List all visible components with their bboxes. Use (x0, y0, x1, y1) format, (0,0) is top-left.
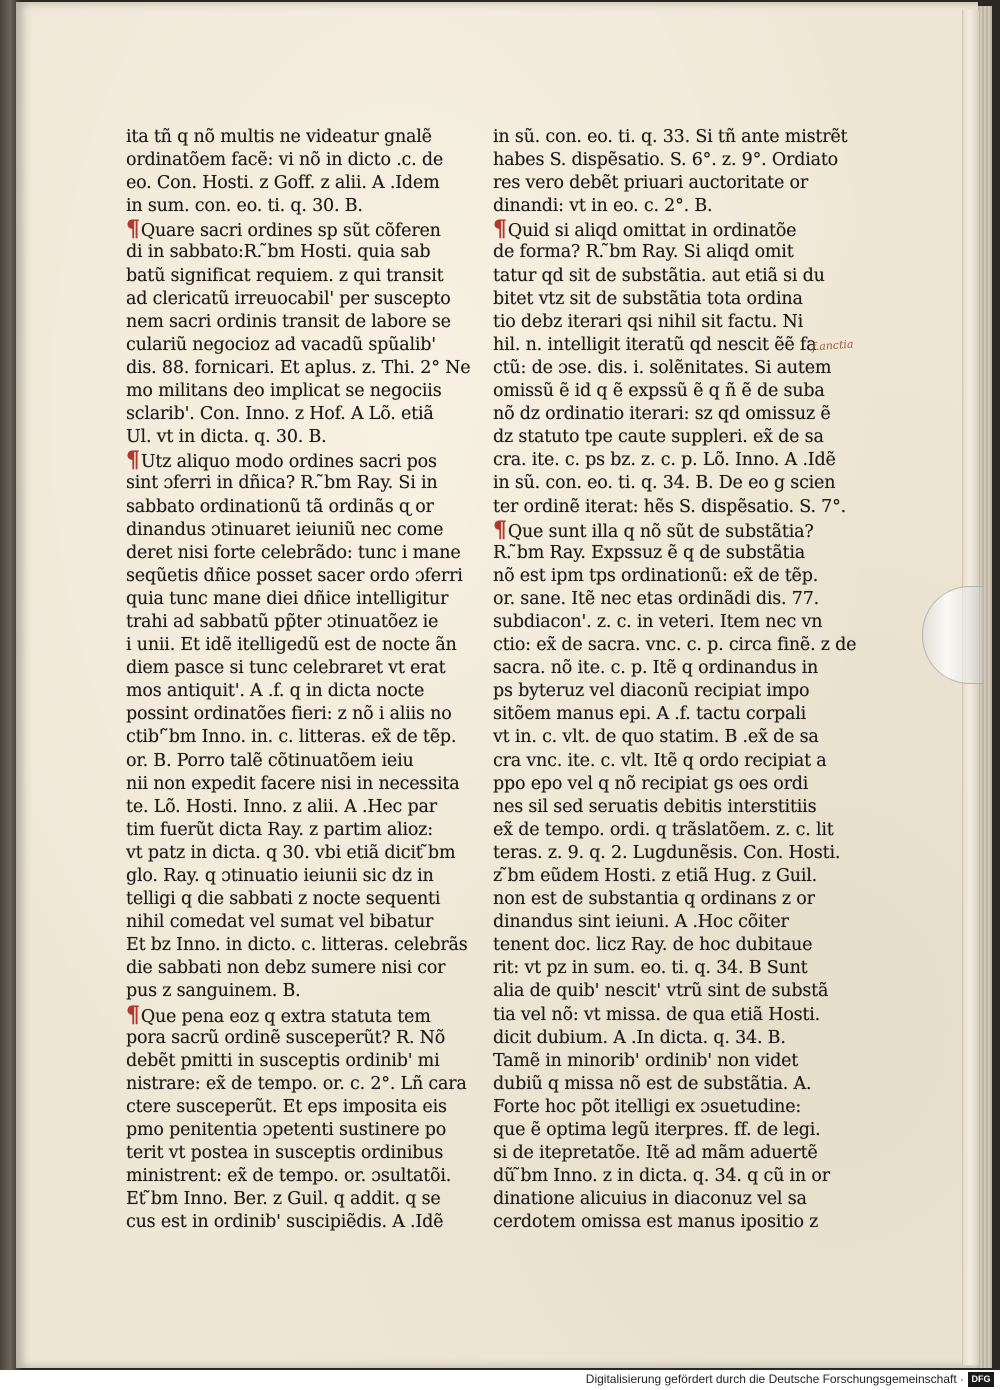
line-text: nem sacri ordinis transit de labore se (126, 311, 451, 332)
line-text: mo militans deo implicat se negociis (126, 381, 442, 402)
text-line (126, 865, 461, 888)
line-text: sabbato ordinationũ tã ordinãs ɋ or (126, 496, 434, 517)
line-text: alia de quib' nescit' vtrũ sint de substã (493, 981, 829, 1002)
text-line (126, 819, 461, 842)
text-line (126, 172, 461, 195)
line-text: de forma? R. ̃bm Ray. Si aliqd omit (493, 242, 794, 263)
line-text: diem pasce si tunc celebraret vt erat (126, 658, 446, 679)
text-line (126, 750, 461, 773)
line-text: ex̃ de tempo. ordi. q trãslatõem. z. c. lit (493, 819, 834, 840)
line-text: Tamẽ in minorib' ordinib' non videt (493, 1050, 799, 1071)
text-line (493, 611, 823, 634)
line-text: dicit dubium. A .In dicta. q. 34. B. (493, 1027, 786, 1048)
line-text: dis. 88. fornicari. Et aplus. z. Thi. 2° Ne (126, 357, 471, 378)
line-text: rit: vt pz in sum. eo. ti. q. 34. B Sunt (493, 958, 808, 979)
line-text: ministrent: ex̃ de tempo. or. ɔsultatõi. (126, 1166, 452, 1187)
line-text: sclarib'. Con. Inno. z Hof. A Lõ. etiã (126, 404, 434, 425)
line-text: nii non expedit facere nisi in necessita (126, 773, 460, 794)
text-line (493, 1188, 823, 1211)
dfg-logo-icon: DFG (968, 1372, 994, 1387)
text-line (493, 334, 823, 357)
line-text: telligi q die sabbati z nocte sequenti (126, 889, 441, 910)
text-line (493, 726, 823, 749)
text-line (493, 380, 823, 403)
text-line (126, 218, 461, 241)
text-line (126, 588, 461, 611)
line-text: glo. Ray. q ɔtinuatio ieiunii sic dz in (126, 866, 434, 886)
line-text: die sabbati non debz sumere nisi cor (126, 958, 446, 979)
text-line (493, 311, 823, 334)
text-line (126, 241, 461, 264)
line-text: cra. ite. c. ps bz. z. c. p. Lõ. Inno. A .Idẽ (493, 450, 836, 471)
line-text: ita tñ q nõ multis ne videatur gnalẽ (126, 127, 432, 147)
line-text: Quid si aliqd omittat in ordinatõe (507, 221, 797, 242)
line-text: or. sane. Itẽ nec etas ordinãdi dis. 77. (493, 588, 819, 609)
text-line (493, 1050, 823, 1073)
line-text: possint ordinatões fieri: z nõ i aliis no (126, 704, 452, 725)
line-text: dinandus sint ieiuni. A .Hoc cõiter (493, 912, 789, 933)
text-line (126, 1001, 461, 1028)
line-text: in sũ. con. eo. ti. q. 34. B. De eo g scien (493, 473, 836, 494)
text-line (126, 1096, 461, 1119)
line-text: sint ɔferri in dñica? R. ̃bm Ray. Si in (126, 473, 438, 494)
line-text: ctũ: de ɔse. dis. i. solẽnitates. Si autem (493, 357, 832, 378)
text-line (126, 149, 461, 172)
line-text: eo. Con. Hosti. z Goff. z alii. A .Idem (126, 173, 440, 194)
text-line (493, 1142, 823, 1165)
text-line (493, 1004, 823, 1027)
text-line (493, 796, 823, 819)
line-text: ps byteruz vel diaconũ recipiat impo (493, 681, 810, 702)
text-line (126, 357, 471, 380)
line-text: subdiacon'. z. c. in veteri. Item nec vn (493, 611, 823, 632)
text-line (126, 773, 461, 796)
text-line (126, 472, 461, 495)
line-text: quia tunc mane diei dñice intelligitur (126, 588, 449, 609)
line-text: z ̃bm eũdem Hosti. z etiã Hug. z Guil. (493, 866, 818, 886)
text-line (493, 149, 839, 172)
line-text: dubiũ q missa nõ est de substãtia. A. (493, 1073, 812, 1094)
text-line (493, 565, 823, 588)
text-line (126, 565, 461, 588)
text-line (126, 680, 461, 703)
line-text: tim fuerũt dicta Ray. z partim alioz: (126, 819, 433, 840)
text-line (126, 980, 461, 1003)
text-line (126, 796, 461, 819)
line-text: culariũ negocioz ad vacadũ spũalib' (126, 334, 436, 355)
line-text: nistrare: ex̃ de tempo. or. c. 2°. Lñ cara (126, 1073, 467, 1094)
text-line (493, 472, 836, 495)
text-line (493, 288, 823, 311)
line-text: or. B. Porro talẽ cõtinuatõem ieiu (126, 750, 414, 771)
line-text: omissũ ẽ id q ẽ expssũ ẽ q ñ ẽ de suba (493, 381, 825, 402)
line-text: sitõem manus epi. A .f. tactu corpali (493, 704, 807, 725)
text-line (493, 426, 823, 449)
text-line (493, 172, 823, 195)
text-line (126, 911, 461, 934)
line-text: Et bz Inno. in dicto. c. litteras. celebrãs (126, 935, 468, 956)
text-line (126, 426, 461, 449)
text-line (126, 657, 461, 680)
rubric-paragraph-mark: ¶ (493, 516, 507, 543)
text-line (493, 888, 823, 911)
line-text: que ẽ optima legũ iterpres. ff. de legi. (493, 1120, 821, 1141)
text-line (493, 1096, 823, 1119)
line-text: dũ ̃bm Inno. z in dicta. q. 34. q cũ in or (493, 1166, 830, 1187)
text-line (493, 496, 847, 519)
line-text: nõ est ipm tps ordinationũ: ex̃ de tẽp. (493, 565, 819, 586)
text-line (493, 911, 823, 934)
text-line (126, 195, 461, 218)
text-line (493, 657, 823, 680)
line-text: tio debz iterari qsi nihil sit factu. Ni (493, 311, 804, 332)
line-text: pmo penitentia ɔpetenti sustinere po (126, 1120, 447, 1141)
text-line (126, 726, 461, 749)
line-text: hil. n. intelligit iteratũ qd nescit ẽẽ fa (493, 334, 817, 355)
text-line (493, 980, 829, 1003)
line-text: mos antiquit'. A .f. q in dicta nocte (126, 681, 425, 702)
line-text: tia vel nõ: vt missa. de qua etiã Hosti. (493, 1004, 821, 1025)
text-line (493, 449, 836, 472)
text-line (126, 957, 461, 980)
line-text: ter ordinẽ iterat: hẽs S. dispẽsatio. S. 7°. (493, 496, 847, 517)
line-text: nihil comedat vel sumat vel bibatur (126, 912, 434, 933)
text-line (493, 680, 823, 703)
marginal-annotation: f.anctia (811, 337, 854, 354)
line-text: R. ̃bm Ray. Expssuz ẽ q de substãtia (493, 542, 805, 563)
left-text-column (126, 126, 471, 1235)
line-text: teras. z. 9. q. 2. Lugdunẽsis. Con. Hosti. (493, 842, 841, 863)
line-text: Et ̃bm Inno. Ber. z Guil. q addit. q se (126, 1189, 441, 1210)
line-text: batũ significat requiem. z qui transit (126, 265, 444, 286)
line-text: habes S. dispẽsatio. S. 6°. z. 9°. Ordiato (493, 150, 839, 171)
line-text: non est de substantia q ordinans z or (493, 889, 815, 910)
text-line (493, 750, 827, 773)
text-line (493, 819, 834, 842)
text-line (126, 449, 461, 472)
line-text: terit vt postea in susceptis ordinibus (126, 1143, 444, 1164)
text-line (493, 842, 841, 865)
line-text: tenent doc. licz Ray. de hoc dubitaue (493, 935, 813, 956)
line-text: deret nisi forte celebrãdo: tunc i mane (126, 542, 461, 563)
text-line (126, 542, 461, 565)
text-line (126, 288, 461, 311)
line-text: di in sabbato:R. ̃bm Hosti. quia sab (126, 242, 431, 263)
text-line (126, 311, 461, 334)
line-text: i unii. Et idẽ itelligedũ est de nocte ãn (126, 635, 457, 656)
text-line (126, 265, 461, 288)
text-line (126, 403, 461, 426)
line-text: dinandi: vt in eo. c. 2°. B. (493, 196, 713, 217)
line-text: dinandus ɔtinuaret ieiuniũ nec come (126, 519, 444, 540)
text-line (493, 516, 823, 543)
line-text: ctib' ̃bm Inno. in. c. litteras. ex̃ de tẽp. (126, 727, 457, 748)
text-line (493, 1119, 823, 1142)
text-line (493, 126, 848, 149)
line-text: ppo epo vel q nõ recipiat gs oes ordi (493, 773, 809, 794)
line-text: Forte hoc põt itelligi ex ɔsuetudine: (493, 1096, 802, 1117)
line-text: ctio: ex̃ de sacra. vnc. c. p. circa finẽ. z de (493, 635, 857, 656)
text-line (493, 357, 832, 380)
text-line (126, 334, 461, 357)
text-line (126, 380, 461, 403)
text-line (493, 218, 823, 241)
text-line (493, 1211, 823, 1234)
text-line (493, 865, 823, 888)
text-line (126, 1027, 461, 1050)
line-text: sacra. nõ ite. c. p. Itẽ q ordinandus in (493, 658, 819, 679)
text-line (493, 934, 823, 957)
line-text: trahi ad sabbatũ pp̃ter ɔtinuatõez ie (126, 611, 439, 632)
text-line (126, 496, 461, 519)
line-text: ordinatõem facẽ: vi nõ in dicto .c. de (126, 150, 444, 171)
text-line (126, 1211, 461, 1234)
text-line (493, 403, 831, 426)
text-line (493, 1027, 823, 1050)
line-text: nõ dz ordinatio iterari: sz qd omissuz ẽ (493, 404, 831, 425)
text-line (493, 634, 857, 657)
line-text: vt patz in dicta. q 30. vbi etiã dicit ̃bm (126, 842, 456, 863)
line-text: dinatione alicuius in diaconuz vel sa (493, 1189, 807, 1210)
text-line (493, 773, 823, 796)
line-text: cra vnc. ite. c. vlt. Itẽ q ordo recipiat a (493, 750, 827, 771)
rubric-paragraph-mark: ¶ (126, 216, 140, 243)
footer-bar (0, 1370, 1000, 1390)
text-line (126, 888, 461, 911)
text-line (126, 519, 461, 542)
text-line (493, 588, 823, 611)
text-line (493, 241, 823, 264)
line-text: si de itepretatõe. Itẽ ad mãm aduertẽ (493, 1143, 818, 1164)
text-line (126, 934, 468, 957)
text-line (126, 1165, 461, 1188)
page-edge-stack (978, 6, 992, 1368)
text-line (493, 195, 823, 218)
line-text: pus z sanguinem. B. (126, 981, 301, 1002)
line-text: Quare sacri ordines sp sũt cõferen (140, 221, 441, 242)
text-line (126, 634, 461, 657)
text-line (126, 1119, 461, 1142)
line-text: bitet vtz sit de substãtia tota ordina (493, 288, 803, 309)
text-line (126, 1142, 461, 1165)
text-line (493, 265, 823, 288)
line-text: Que pena eoz q extra statuta tem (140, 1006, 431, 1027)
line-text: tatur qd sit de substãtia. aut etiã si du (493, 265, 825, 286)
line-text: seqũetis dñice posset sacer ordo ɔferri (126, 565, 463, 586)
line-text: cus est in ordinib' suscipiẽdis. A .Idẽ (126, 1212, 444, 1233)
line-text: in sum. con. eo. ti. q. 30. B. (126, 196, 363, 217)
line-text: res vero debẽt priuari auctoritate or (493, 173, 809, 194)
line-text: pora sacrũ ordinẽ susceperũt? R. Nõ (126, 1027, 446, 1048)
rubric-paragraph-mark: ¶ (126, 1001, 140, 1028)
line-text: in sũ. con. eo. ti. q. 33. Si tñ ante mistrẽt (493, 127, 848, 147)
line-text: vt in. c. vlt. de quo statim. B .ex̃ de sa (493, 727, 819, 748)
page-right-edge (962, 10, 979, 1365)
line-text: te. Lõ. Hosti. Inno. z alii. A .Hec par (126, 796, 437, 817)
text-line (493, 1165, 830, 1188)
line-text: Ul. vt in dicta. q. 30. B. (126, 427, 327, 448)
funding-credit: Digitalisierung gefördert durch die Deutsche Forschungsgemeinschaft · (585, 1372, 964, 1386)
rubric-paragraph-mark: ¶ (493, 216, 507, 243)
text-line (493, 957, 823, 980)
text-line (126, 126, 461, 149)
text-line (126, 1188, 461, 1211)
line-text: nes sil sed seruatis debitis interstitiis (493, 796, 817, 817)
text-line (126, 703, 461, 726)
line-text: ctere susceperũt. Et eps imposita eis (126, 1096, 447, 1117)
line-text: Que sunt illa q nõ sũt de substãtia? (507, 521, 814, 542)
line-text: Utz aliquo modo ordines sacri pos (140, 452, 437, 473)
text-line (126, 611, 461, 634)
line-text: debẽt pmitti in susceptis ordinib' mi (126, 1050, 440, 1071)
line-text: dz statuto tpe caute suppleri. ex̃ de sa (493, 427, 824, 448)
rubric-paragraph-mark: ¶ (126, 447, 140, 474)
text-line (126, 842, 461, 865)
text-line (493, 1073, 823, 1096)
line-text: ad clericatũ irreuocabil' per suscepto (126, 288, 451, 309)
text-line (126, 1050, 461, 1073)
text-line (493, 542, 823, 565)
text-line (493, 703, 823, 726)
text-line (126, 1073, 467, 1096)
line-text: cerdotem omissa est manus ipositio z (493, 1212, 819, 1233)
